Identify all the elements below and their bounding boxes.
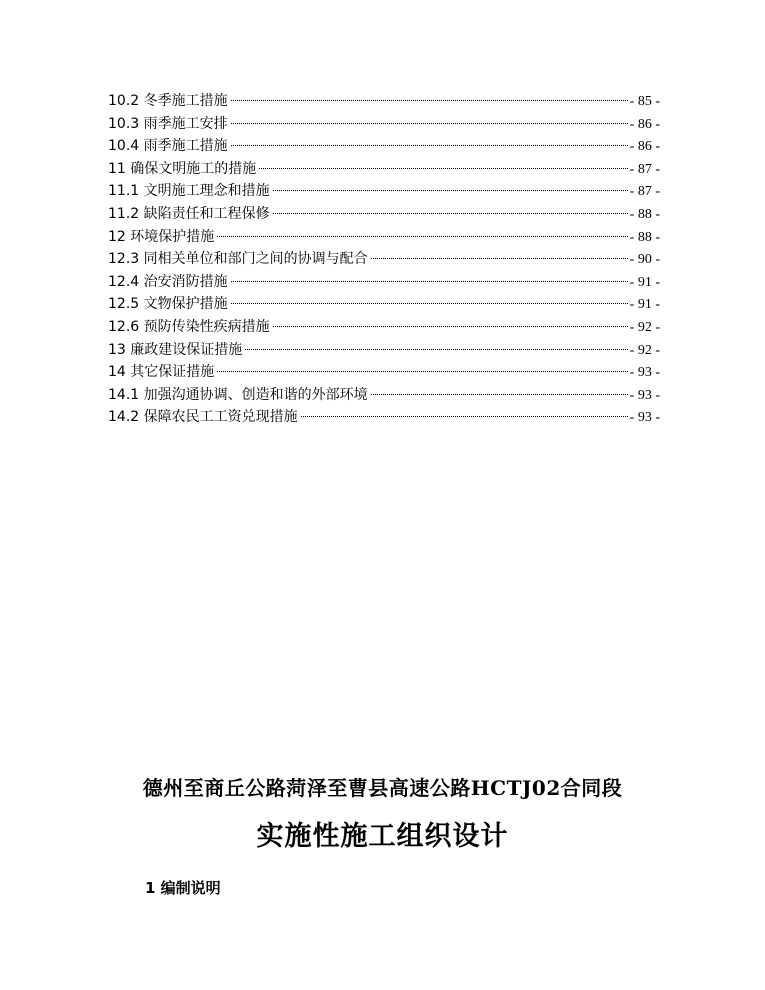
toc-dot-leader bbox=[217, 236, 627, 237]
toc-entry-label: 11.2 缺陷责任和工程保修 bbox=[108, 205, 270, 222]
toc-entry-page: - 85 - bbox=[629, 94, 660, 109]
toc-dot-leader bbox=[301, 416, 628, 417]
toc-entry[interactable] bbox=[108, 226, 660, 249]
toc-entry-label: 14.2 保障农民工工资兑现措施 bbox=[108, 409, 298, 426]
section-heading: 1 编制说明 bbox=[145, 879, 221, 897]
toc-entry-label: 14 其它保证措施 bbox=[108, 364, 215, 381]
toc-dot-leader bbox=[231, 123, 628, 124]
toc-entry[interactable] bbox=[108, 271, 660, 294]
toc-entry[interactable] bbox=[108, 135, 660, 158]
toc-entry[interactable] bbox=[108, 248, 660, 271]
toc-dot-leader bbox=[259, 168, 627, 169]
toc-entry-page: - 86 - bbox=[629, 139, 660, 155]
document-subtitle: 实施性施工组织设计 bbox=[256, 821, 509, 852]
toc-dot-leader bbox=[273, 213, 628, 214]
toc-entry[interactable] bbox=[108, 90, 660, 113]
toc-entry[interactable] bbox=[108, 158, 660, 181]
toc-entry[interactable] bbox=[108, 293, 660, 316]
toc-entry-label: 12.5 文物保护措施 bbox=[108, 296, 228, 313]
toc-entry-page: - 93 - bbox=[629, 365, 660, 381]
toc-dot-leader bbox=[231, 145, 628, 146]
toc-entry-page: - 93 - bbox=[629, 387, 660, 403]
toc-entry-page: - 91 - bbox=[629, 274, 660, 290]
toc-dot-leader bbox=[371, 258, 628, 259]
toc-dot-leader bbox=[231, 303, 628, 304]
toc-dot-leader bbox=[273, 190, 628, 191]
toc-entry-page: - 87 - bbox=[629, 161, 660, 177]
toc-entry[interactable] bbox=[108, 406, 660, 429]
toc-entry-page: - 93 - bbox=[629, 410, 660, 426]
toc-dot-leader bbox=[273, 326, 628, 327]
toc-entry-label: 12.3 同相关单位和部门之间的协调与配合 bbox=[108, 251, 368, 268]
toc-entry[interactable] bbox=[108, 180, 660, 203]
toc-dot-leader bbox=[245, 349, 627, 350]
toc-entry[interactable] bbox=[108, 316, 660, 339]
toc-entry-page: - 92 - bbox=[629, 342, 660, 358]
toc-entry-label: 12 环境保护措施 bbox=[108, 228, 215, 245]
toc-entry-page: - 91 - bbox=[629, 297, 660, 313]
toc-entry[interactable] bbox=[108, 384, 660, 407]
toc-entry-page: - 90 - bbox=[629, 252, 660, 268]
toc-dot-leader bbox=[231, 100, 628, 101]
toc-dot-leader bbox=[371, 394, 628, 395]
toc-entry-label: 10.3 雨季施工安排 bbox=[108, 115, 228, 132]
toc-entry-label: 11.1 文明施工理念和措施 bbox=[108, 183, 270, 200]
table-of-contents bbox=[108, 90, 660, 429]
document-title: 德州至商丘公路菏泽至曹县高速公路HCTJ02合同段 bbox=[142, 776, 623, 800]
toc-entry[interactable] bbox=[108, 361, 660, 384]
toc-entry-page: - 92 - bbox=[629, 319, 660, 335]
toc-dot-leader bbox=[231, 281, 628, 282]
toc-entry-label: 13 廉政建设保证措施 bbox=[108, 341, 243, 358]
toc-entry-label: 14.1 加强沟通协调、创造和谐的外部环境 bbox=[108, 386, 368, 403]
toc-entry[interactable] bbox=[108, 113, 660, 136]
toc-entry[interactable] bbox=[108, 339, 660, 362]
toc-entry-label: 10.4 雨季施工措施 bbox=[108, 138, 228, 155]
toc-dot-leader bbox=[217, 371, 627, 372]
toc-entry-label: 11 确保文明施工的措施 bbox=[108, 160, 257, 177]
toc-entry-label: 12.4 治安消防措施 bbox=[108, 273, 228, 290]
toc-entry-label: 12.6 预防传染性疾病措施 bbox=[108, 318, 270, 335]
toc-entry[interactable] bbox=[108, 203, 660, 226]
toc-entry-page: - 88 - bbox=[629, 206, 660, 222]
toc-entry-page: - 87 - bbox=[629, 184, 660, 200]
toc-entry-page: - 88 - bbox=[629, 229, 660, 245]
toc-entry-label: 10.2 冬季施工措施 bbox=[108, 93, 228, 109]
toc-entry-page: - 86 - bbox=[629, 116, 660, 132]
